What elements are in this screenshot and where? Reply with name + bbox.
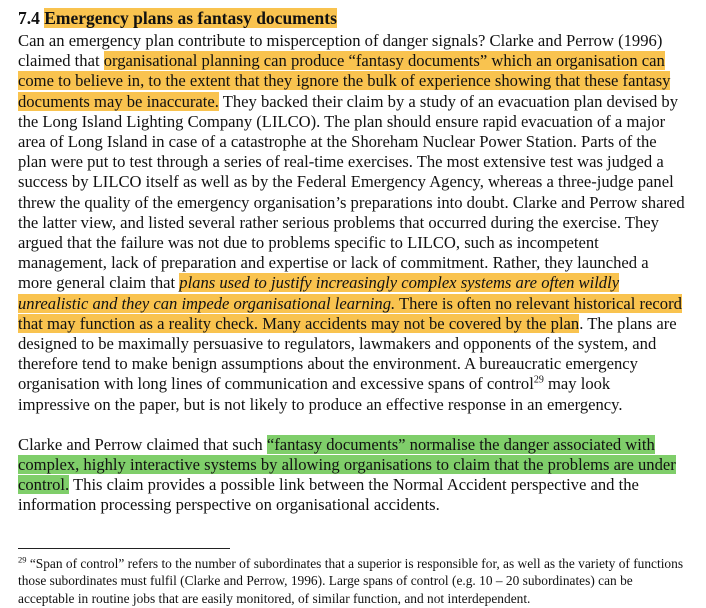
paragraph-1 [18, 31, 686, 415]
section-title-highlight: Emergency plans as fantasy documents [44, 8, 337, 28]
section-heading [18, 6, 686, 30]
p1-highlight-1: organisational planning can produce “fantasy documents” which an organisation can come to believe in, to the extent that they ignore the bulk of experience showing that these fantasy documents may be inaccurate. [18, 51, 671, 111]
p1-text-4: may look impressive on the paper, but is not likely to produce an effective response in an emergency. [18, 374, 623, 414]
footnote [18, 555, 686, 608]
footnote-reference[interactable]: 29 [533, 374, 544, 386]
p2-text-2: This claim provides a possible link between the Normal Accident perspective and the information processing perspective on organisational accidents. [18, 475, 639, 515]
p2-highlight: “fantasy documents” normalise the danger associated with complex, highly interactive systems by allowing organisations to claim that the problems are under control. [18, 434, 676, 495]
section-number: 7.4 [18, 8, 40, 28]
p1-highlight-2-rest: There is often no relevant historical record that may function as a reality check. Many accidents may not be covered by the plan [18, 293, 682, 333]
p1-text-1: Can an emergency plan contribute to misperception of danger signals? Clarke and Perrow (1996) claimed that [18, 31, 663, 71]
p1-text-3: . The plans are designed to be maximally persuasive to regulators, lawmakers and opponents of the system, and therefore tend to make benign assumptions about the environment. A bureaucratic emergency organisation with long lines of communication and excessive spans of control [18, 313, 677, 394]
p1-text-2: They backed their claim by a study of an evacuation plan devised by the Long Island Lighting Company (LILCO). The plan should ensure rapid evacuation of a major area of Long Island in case of a catastrophe at the Shoreham Nuclear Power Station. Parts of the plan were put to test through a series of real-time exercises. The most extensive test was judged a success by LILCO itself as well as by the Federal Emergency Agency, whereas a three-judge panel threw the quality of the emergency organisation’s preparations into doubt. Clarke and Perrow shared the latter view, and listed several rather serious problems that occurred during the exercise. They argued that the failure was not due to problems specific to LILCO, such as incompetent management, lack of preparation and expertise or lack of commitment. Rather, they launched a more general claim that [18, 91, 685, 293]
footnote-text: “Span of control” refers to the number of subordinates that a superior is responsible for, as well as the variety of functions those subordinates must fulfil (Clarke and Perrow, 1996). Large spans of control (e.g. 10 – 20 subordinates) can be acceptable in routine jobs that are easily monitored, of similar function, and not interdependent. [18, 555, 684, 606]
p2-text-1: Clarke and Perrow claimed that such [18, 434, 267, 454]
paragraph-2 [18, 435, 686, 516]
footnote-divider [18, 548, 230, 549]
footnote-number: 29 [18, 554, 27, 565]
p1-highlight-2-italic: plans used to justify increasingly complex systems are often wildly unrealistic and they can impede organisational learning. [18, 273, 620, 313]
